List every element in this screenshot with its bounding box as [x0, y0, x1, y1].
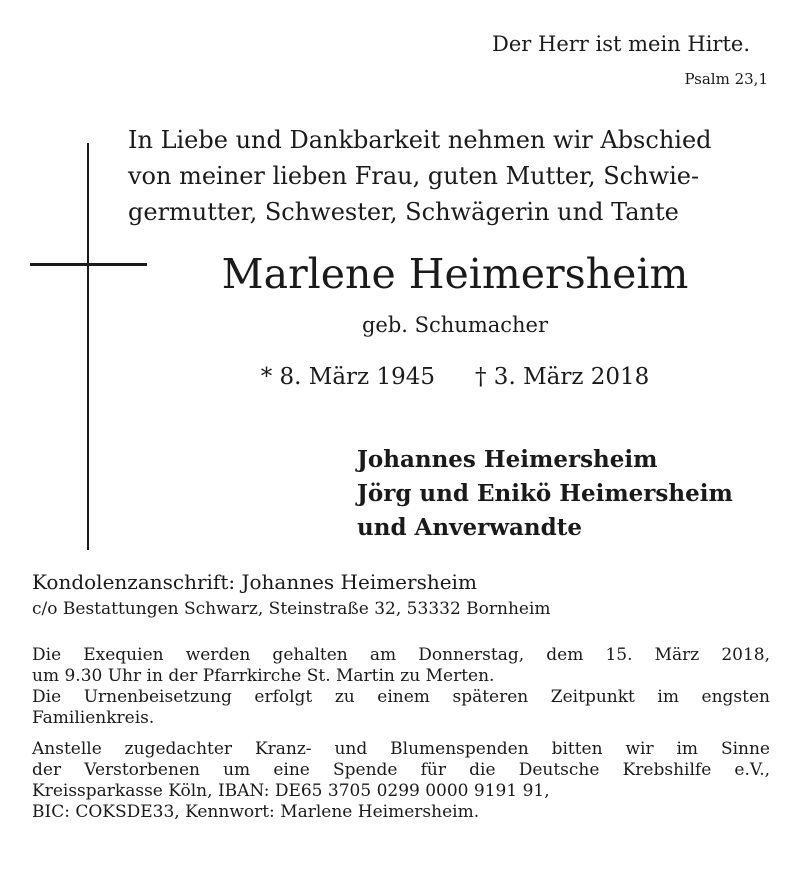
intro-line: von meiner lieben Frau, guten Mutter, Schwie-	[128, 162, 700, 190]
donation-paragraph	[32, 739, 770, 823]
mourners-list	[357, 443, 733, 545]
intro-line: germutter, Schwester, Schwägerin und Tante	[128, 198, 679, 226]
service-paragraph	[32, 645, 770, 729]
service-line: Die Urnenbeisetzung erfolgt zu einem späteren Zeitpunkt im engsten	[32, 687, 770, 707]
service-line: um 9.30 Uhr in der Pfarrkirche St. Martin zu Merten.	[32, 666, 495, 686]
donation-line: Anstelle zugedachter Kranz- und Blumenspenden bitten wir im Sinne	[32, 739, 770, 759]
life-dates	[130, 364, 780, 390]
deceased-name: Marlene Heimersheim	[221, 250, 689, 298]
motto-text: Der Herr ist mein Hirte.	[492, 32, 750, 56]
intro-text	[128, 122, 778, 230]
maiden-name: geb. Schumacher	[361, 313, 549, 337]
condolence-line: c/o Bestattungen Schwarz, Steinstraße 32, 53332 Bornheim	[32, 599, 551, 619]
mourner-name: und Anverwandte	[357, 514, 582, 541]
death-date: † 3. März 2018	[475, 364, 650, 390]
donation-line: der Verstorbenen um eine Spende für die Deutsche Krebshilfe e.V.,	[32, 760, 770, 780]
mourner-name: Johannes Heimersheim	[357, 446, 658, 473]
mourner-name: Jörg und Enikö Heimersheim	[357, 480, 733, 507]
donation-line: Kreissparkasse Köln, IBAN: DE65 3705 0299 0000 9191 91,	[32, 781, 550, 801]
condolence-address	[32, 568, 772, 622]
birth-date: * 8. März 1945	[260, 364, 435, 390]
cross-vertical-bar	[87, 143, 89, 550]
service-line: Familienkreis.	[32, 708, 155, 728]
details-text	[32, 645, 770, 833]
condolence-line: Kondolenzanschrift: Johannes Heimersheim	[32, 570, 477, 594]
motto-reference: Psalm 23,1	[684, 70, 768, 88]
intro-line: In Liebe und Dankbarkeit nehmen wir Abschied	[128, 126, 712, 154]
donation-line: BIC: COKSDE33, Kennwort: Marlene Heimersheim.	[32, 802, 480, 822]
service-line: Die Exequien werden gehalten am Donnerstag, dem 15. März 2018,	[32, 645, 770, 665]
